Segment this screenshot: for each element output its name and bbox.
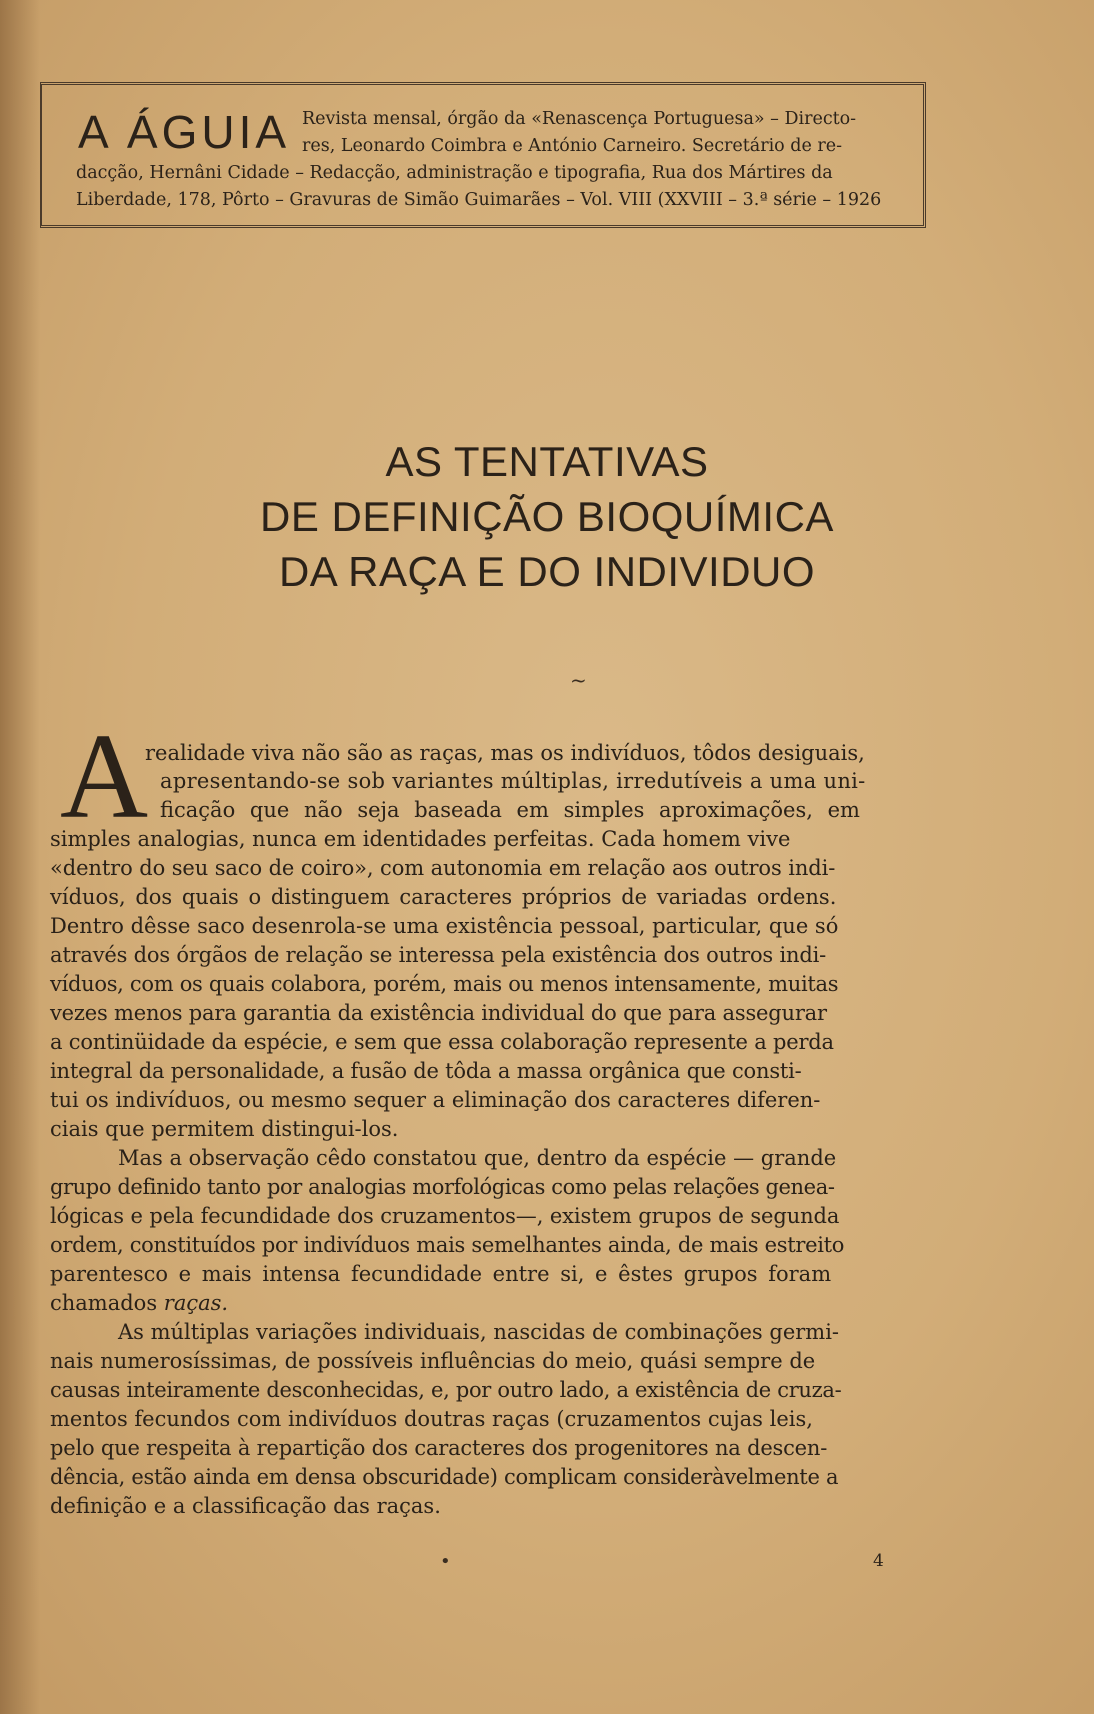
text-line: grupo definido tanto por analogias morfológicas como pelas relações genea-: [50, 1175, 835, 1199]
text-line: ficação que não seja baseada em simples aproximações, em: [160, 798, 860, 822]
article-title-line-3: DA RAÇA E DO INDIVIDUO: [278, 548, 816, 595]
page-number: 4: [873, 1551, 884, 1571]
article-title-line-1: AS TENTATIVAS: [385, 438, 709, 485]
text-line: As múltiplas variações individuais, nascidas de combinações germi-: [118, 1320, 840, 1344]
drop-cap: A: [60, 709, 149, 844]
masthead-box: [40, 82, 926, 228]
text-line: chamados raças.: [50, 1291, 229, 1315]
text-line: simples analogias, nunca em identidades perfeitas. Cada homem vive: [50, 827, 791, 851]
text-line: através dos órgãos de relação se interessa pela existência dos outros indi-: [50, 943, 826, 967]
text-line: víduos, dos quais o distinguem caracteres próprios de variadas ordens.: [50, 885, 837, 909]
text-line: víduos, com os quais colabora, porém, mais ou menos intensamente, muitas: [50, 972, 839, 996]
text-line: ciais que permitem distingui-los.: [50, 1117, 399, 1141]
footer-bullet: •: [440, 1551, 451, 1572]
text-line: vezes menos para garantia da existência individual do que para assegurar: [50, 1001, 827, 1025]
text-line: lógicas e pela fecundidade dos cruzamentos—, existem grupos de segunda: [50, 1204, 840, 1228]
text-line: pelo que respeita à repartição dos caracteres dos progenitores na descen-: [50, 1436, 828, 1460]
emphasis-raças: raças.: [163, 1291, 229, 1315]
text-line: parentesco e mais intensa fecundidade entre si, e êstes grupos foram: [50, 1262, 832, 1286]
masthead-line-2: res, Leonardo Coimbra e António Carneiro. Secretário de re-: [302, 136, 843, 156]
text-line: realidade viva não são as raças, mas os indivíduos, tôdos desiguais,: [145, 741, 865, 765]
text-line: definição e a classificação das raças.: [50, 1494, 441, 1518]
text-line: «dentro do seu saco de coiro», com autonomia em relação aos outros indi-: [50, 856, 836, 880]
text-line: tui os indivíduos, ou mesmo sequer a eliminação dos caracteres diferen-: [50, 1088, 821, 1112]
text-line: Mas a observação cêdo constatou que, dentro da espécie — grande: [118, 1146, 837, 1170]
masthead-line-1: Revista mensal, órgão da «Renascença Portuguesa» – Directo-: [302, 109, 857, 129]
text-line: integral da personalidade, a fusão de tôda a massa orgânica que consti-: [50, 1059, 802, 1083]
text-line: apresentando-se sob variantes múltiplas, irredutíveis a uma uni-: [160, 769, 866, 793]
text-line: dência, estão ainda em densa obscuridade) complicam consideràvelmente a: [50, 1465, 839, 1489]
text-line: Dentro dêsse saco desenrola-se uma existência pessoal, particular, que só: [50, 914, 839, 938]
text-line: causas inteiramente desconhecidas, e, por outro lado, a existência de cruza-: [50, 1378, 842, 1402]
text-line: nais numerosíssimas, de possíveis influências do meio, quási sempre de: [50, 1349, 816, 1373]
article-title-line-2: DE DEFINIÇÃO BIOQUÍMICA: [260, 493, 834, 540]
journal-title: A ÁGUIA: [78, 106, 291, 158]
text-line: ordem, constituídos por indivíduos mais semelhantes ainda, de mais estreito: [50, 1233, 845, 1257]
masthead-line-3: dacção, Hernâni Cidade – Redacção, administração e tipografia, Rua dos Mártires da: [76, 163, 833, 183]
text-line: a continüidade da espécie, e sem que essa colaboração represente a perda: [50, 1030, 834, 1054]
ornament-icon: ~: [570, 668, 587, 692]
masthead-line-4: Liberdade, 178, Pôrto – Gravuras de Simão Guimarães – Vol. VIII (XXVIII – 3.ª série – 1926: [76, 190, 882, 210]
text-line: mentos fecundos com indivíduos doutras raças (cruzamentos cujas leis,: [50, 1407, 813, 1431]
